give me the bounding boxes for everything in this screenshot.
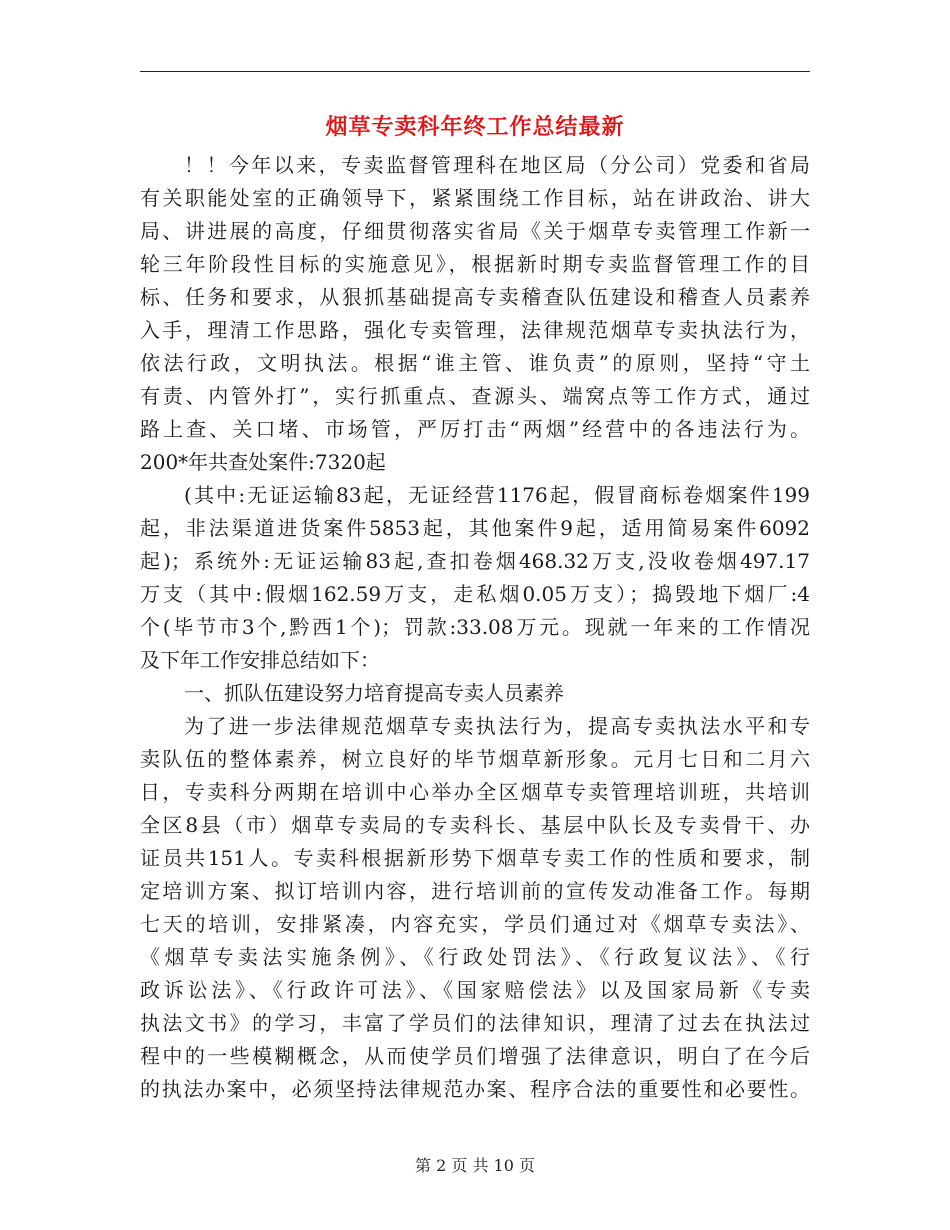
text-line: 卖队伍的整体素养，树立良好的毕节烟草新形象。元月七日和二月六 [140, 747, 810, 771]
text-line: 证员共151人。专卖科根据新形势下烟草专卖工作的性质和要求，制 [140, 846, 810, 870]
text-line: 政诉讼法》、《行政许可法》、《国家赔偿法》以及国家局新《专卖 [140, 978, 810, 1002]
document-title: 烟草专卖科年终工作总结最新 [325, 114, 625, 140]
text-line: 定培训方案、拟订培训内容，进行培训前的宣传发动准备工作。每期 [140, 879, 810, 903]
document-body [140, 149, 810, 1106]
text-line: ！！今年以来，专卖监督管理科在地区局（分公司）党委和省局 [184, 153, 810, 177]
text-line: 起，非法渠道进货案件5853起，其他案件9起，适用简易案件6092 [140, 516, 810, 540]
header-rule [140, 71, 810, 72]
text-line: 轮三年阶段性目标的实施意见》，根据新时期专卖监督管理工作的目 [140, 252, 810, 276]
text-line: 日，专卖科分两期在培训中心举办全区烟草专卖管理培训班，共培训 [140, 780, 810, 804]
text-line: 起)；系统外:无证运输83起,查扣卷烟468.32万支,没收卷烟497.17 [140, 549, 810, 573]
text-line: 及下年工作安排总结如下： [140, 648, 380, 672]
text-line: 程中的一些模糊概念，从而使学员们增强了法律意识，明白了在今后 [140, 1044, 810, 1068]
text-line: 有关职能处室的正确领导下，紧紧围绕工作目标，站在讲政治、讲大 [140, 186, 810, 210]
text-line: 局、讲进展的高度，仔细贯彻落实省局《关于烟草专卖管理工作新一 [140, 219, 810, 243]
text-line: 有责、内管外打”，实行抓重点、查源头、端窝点等工作方式，通过 [140, 384, 810, 408]
text-line: 为了进一步法律规范烟草专卖执法行为，提高专卖执法水平和专 [184, 714, 810, 738]
text-line: 《烟草专卖法实施条例》、《行政处罚法》、《行政复议法》、《行 [140, 945, 810, 969]
text-line: 入手，理清工作思路，强化专卖管理，法律规范烟草专卖执法行为， [140, 318, 810, 342]
text-line: 200*年共查处案件:7320起 [140, 450, 386, 474]
text-line: 全区8县（市）烟草专卖局的专卖科长、基层中队长及专卖骨干、办 [140, 813, 810, 837]
text-line: 一、抓队伍建设努力培育提高专卖人员素养 [184, 681, 564, 705]
text-line: 执法文书》的学习，丰富了学员们的法律知识，理清了过去在执法过 [140, 1011, 810, 1035]
text-line: 的执法办案中，必须坚持法律规范办案、程序合法的重要性和必要性。 [140, 1077, 810, 1101]
text-line: 路上查、关口堵、市场管，严厉打击“两烟”经营中的各违法行为。 [140, 417, 810, 441]
text-line: 万支（其中:假烟162.59万支，走私烟0.05万支）；捣毁地下烟厂:4 [140, 582, 810, 606]
text-line: 依法行政，文明执法。根据“谁主管、谁负责”的原则，坚持“守土 [140, 351, 810, 375]
text-line: 个(毕节市3个,黔西1个)；罚款:33.08万元。现就一年来的工作情况 [140, 615, 810, 639]
page-footer: 第 2 页 共 10 页 [415, 1156, 535, 1175]
text-line: (其中:无证运输83起，无证经营1176起，假冒商标卷烟案件199 [184, 483, 810, 507]
text-line: 标、任务和要求，从狠抓基础提高专卖稽查队伍建设和稽查人员素养 [140, 285, 810, 309]
text-line: 七天的培训，安排紧凑，内容充实，学员们通过对《烟草专卖法》、 [140, 912, 810, 936]
